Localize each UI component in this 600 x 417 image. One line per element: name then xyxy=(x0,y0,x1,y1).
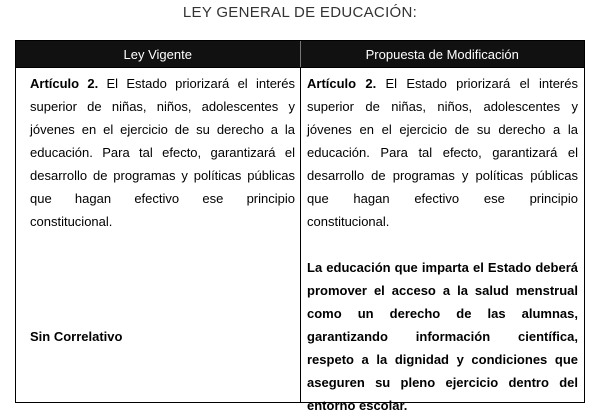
ley-vigente-article-text: El Estado priorizará el interés superior de niñas, niños, adolescentes y jóvenes en el ejercicio de su derecho a la educación. Para tal efecto, garantizará el desarrollo de programas y políticas públicas que hagan efectivo ese principio constitucional. xyxy=(30,76,295,229)
propuesta-article-text: El Estado priorizará el interés superior de niñas, niños, adolescentes y jóvenes en el ejercicio de su derecho a la educación. Para tal efecto, garantizará el desarrollo de programas y políticas públicas que hagan efectivo ese principio constitucional. xyxy=(307,76,578,229)
header-propuesta-modificacion: Propuesta de Modificación xyxy=(300,41,585,67)
propuesta-cell xyxy=(300,68,584,413)
propuesta-addition: La educación que imparta el Estado deberá promover el acceso a la salud menstrual como un derecho de las alumnas, garantizando información científica, respeto a la dignidad y condiciones que aseguren su pleno ejercicio dentro del entorno escolar. xyxy=(307,260,578,413)
table-header-row xyxy=(16,41,584,68)
header-ley-vigente: Ley Vigente xyxy=(123,46,192,62)
propuesta-article xyxy=(307,72,578,233)
sin-correlativo-note: Sin Correlativo xyxy=(30,329,123,344)
propuesta-spacer xyxy=(307,233,578,256)
ley-vigente-cell xyxy=(16,68,300,402)
page-title: LEY GENERAL DE EDUCACIÓN: xyxy=(182,4,418,21)
propuesta-article-label: Artículo 2. xyxy=(307,76,377,91)
comparison-table xyxy=(15,40,585,413)
ley-vigente-article-label: Artículo 2. xyxy=(30,76,99,91)
ley-vigente-article xyxy=(30,72,295,233)
ley-vigente-spacer-2 xyxy=(30,279,295,325)
table-body-row xyxy=(16,68,584,413)
ley-vigente-spacer xyxy=(30,233,295,279)
